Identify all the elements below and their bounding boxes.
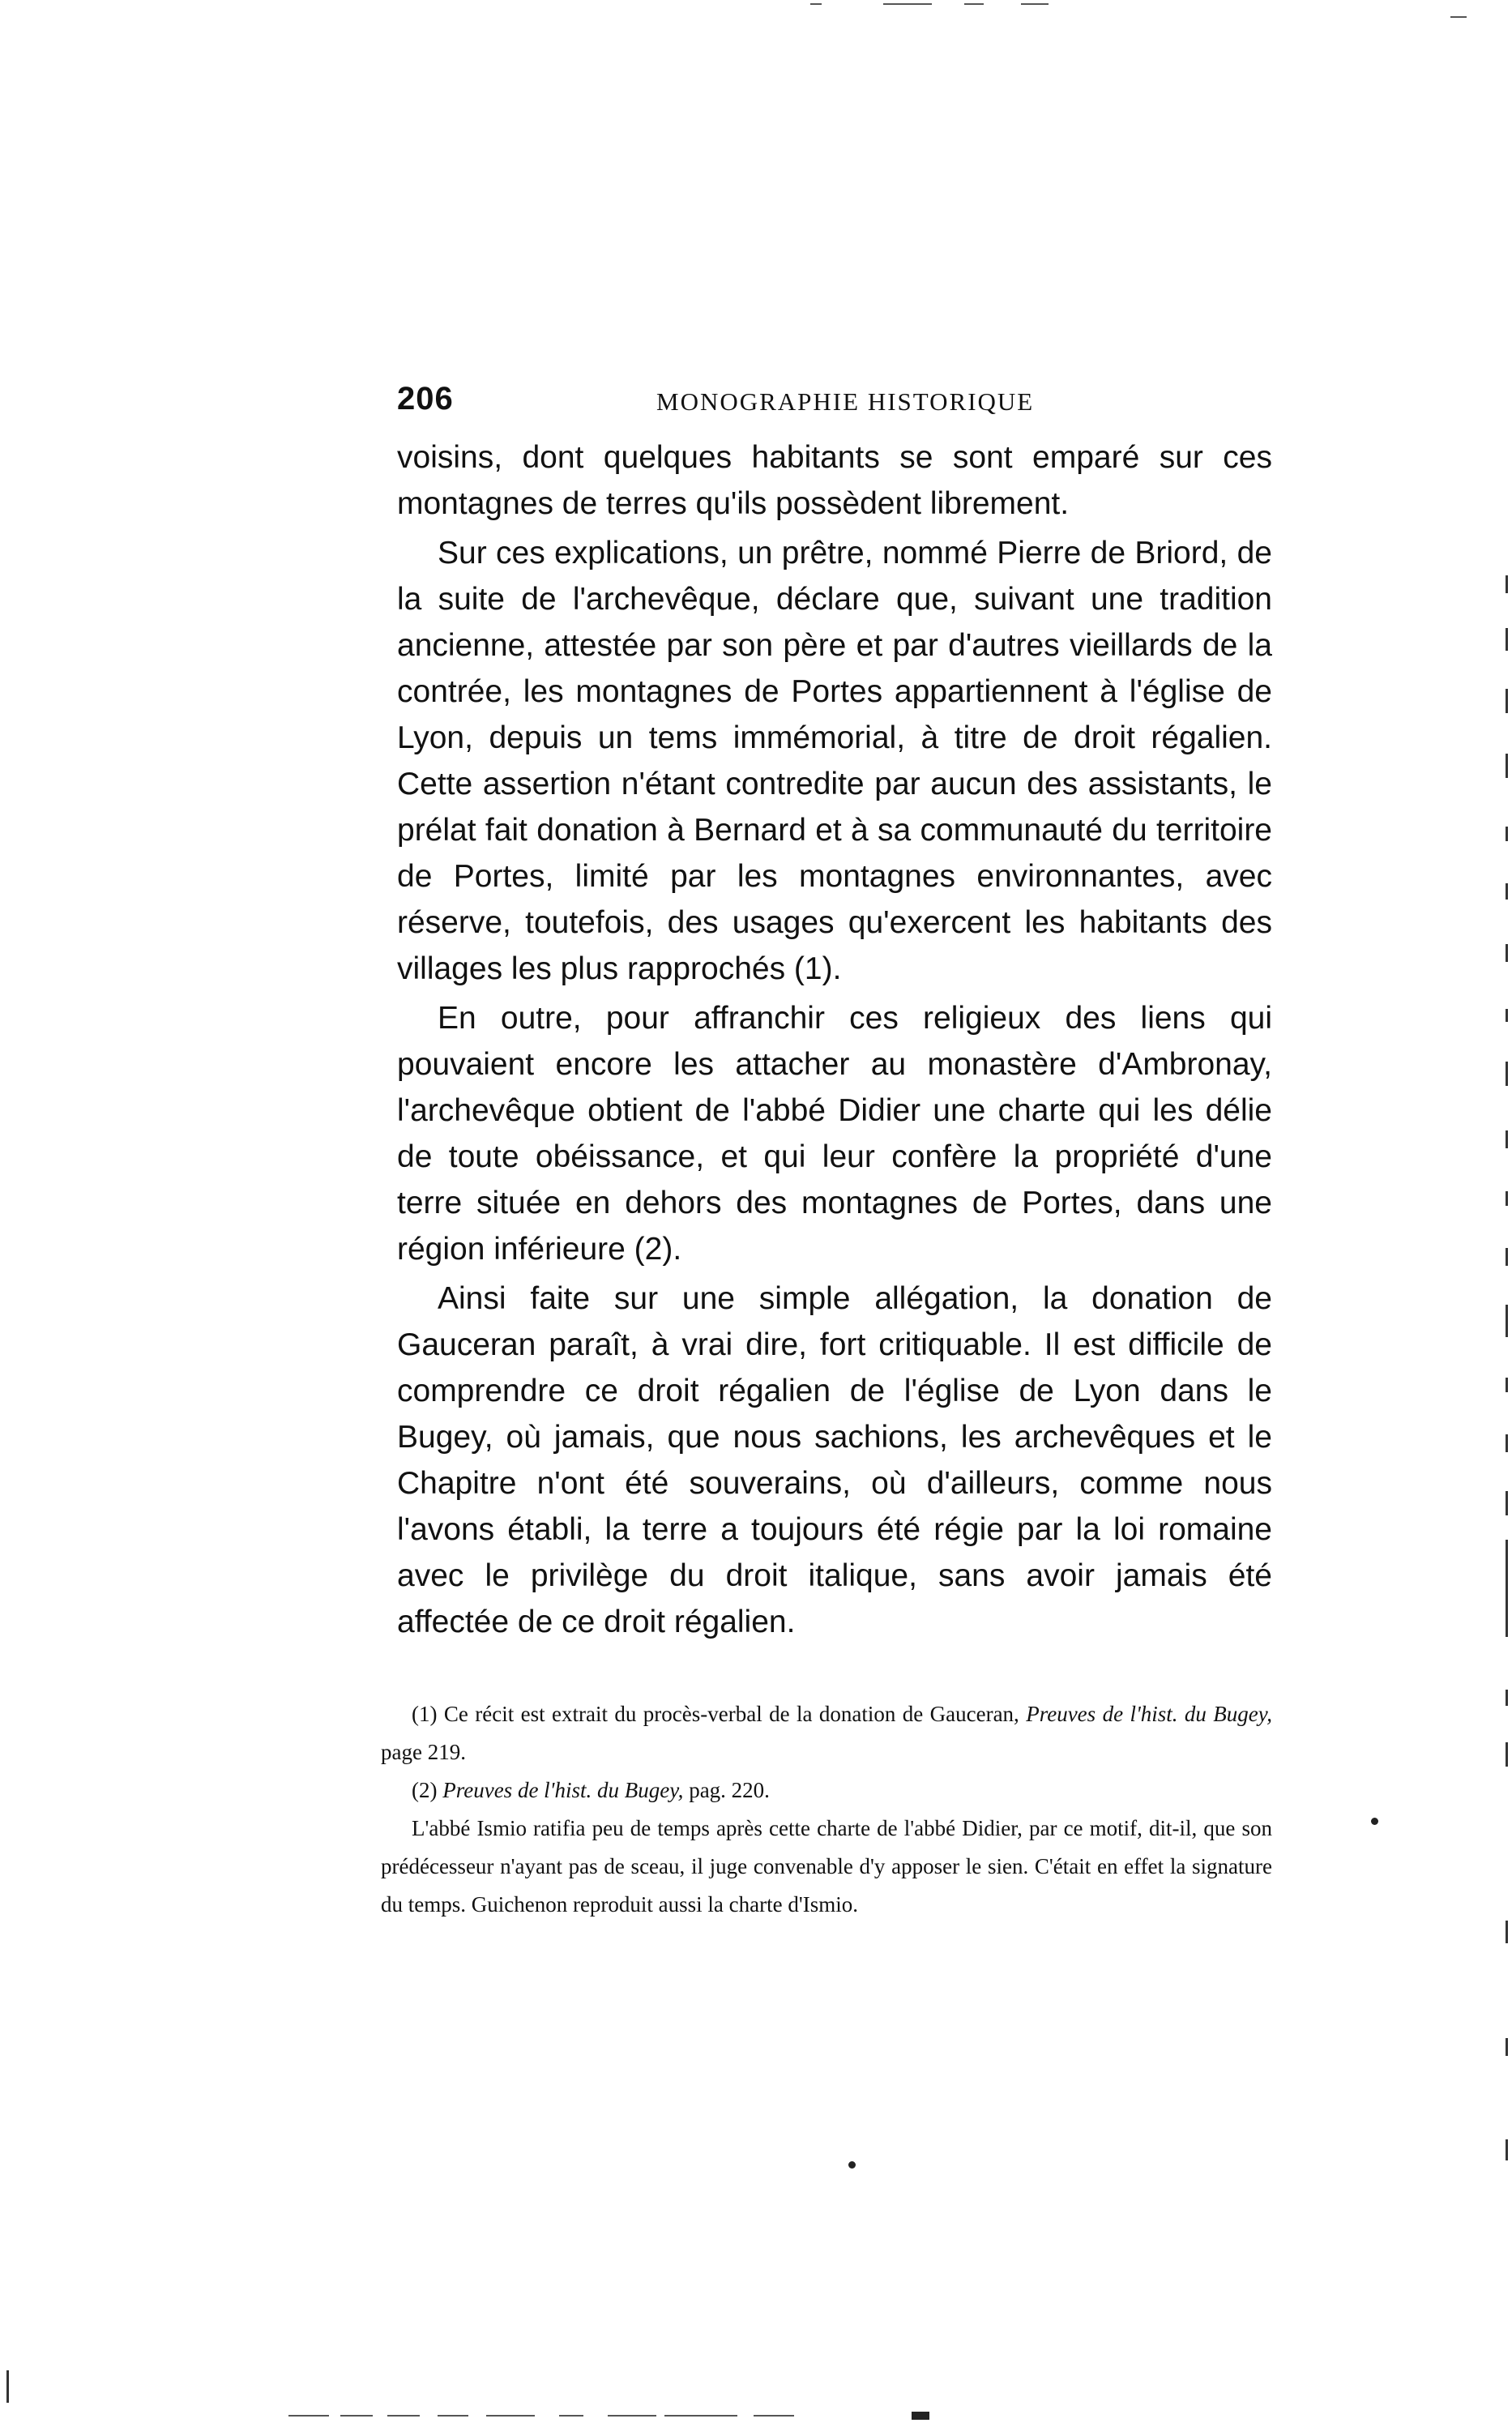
scan-mark <box>1506 754 1508 778</box>
scan-mark <box>1506 1062 1508 1086</box>
scan-dash <box>608 2415 656 2417</box>
scan-mark <box>1506 1248 1508 1266</box>
paragraph-4: Ainsi faite sur une simple allégation, la donation de Gauceran paraît, à vrai dire, fort critiquable. Il est difficile de comprendre ce droit régalien de l'église de Lyon dans le Bugey, où jamais, que nous sachions, les archevêques et le Chapitre n'ont été souverains, où d'ailleurs, comme nous l'avons établi, la terre a toujours été régie par la loi romaine avec le privilège du droit italique, sans avoir jamais été affectée de ce droit régalien. <box>397 1281 1272 1639</box>
footnote-1 <box>381 1695 1272 1771</box>
scan-mark <box>1506 944 1508 962</box>
paragraph-2: Sur ces explications, un prêtre, nommé Pierre de Briord, de la suite de l'archevêque, déclare que, suivant une tradition ancienne, attestée par son père et par d'autres vieillards de la contrée, les montagnes de Portes appartiennent à l'église de Lyon, depuis un tems immémorial, à titre de droit régalien. Cette assertion n'étant contredite par aucun des assistants, le prélat fait donation à Bernard et à sa communauté du territoire de Portes, limité par les montagnes environnantes, avec réserve, toutefois, des usages qu'exercent les habitants des villages les plus rapprochés (1). <box>397 536 1272 986</box>
scan-mark <box>1506 883 1508 900</box>
scan-dash <box>664 2415 737 2417</box>
scan-mark <box>1506 1305 1508 1337</box>
page-header <box>397 381 1288 429</box>
scan-dash <box>883 3 932 5</box>
scan-mark <box>1506 575 1508 593</box>
scan-dash <box>486 2415 535 2417</box>
scan-dash <box>288 2415 329 2417</box>
paragraph-1: voisins, dont quelques habitants se sont emparé sur ces montagnes de terres qu'ils possèdent librement. <box>397 440 1272 521</box>
scan-dot <box>1371 1818 1378 1825</box>
scan-mark <box>1506 1130 1508 1148</box>
scan-mark <box>1506 1540 1508 1637</box>
scan-mark <box>1506 2139 1508 2160</box>
scan-mark <box>1506 1742 1508 1767</box>
footnotes <box>381 1695 1272 1924</box>
scan-mark <box>1506 1921 1508 1943</box>
scan-dash <box>340 2415 373 2417</box>
scan-mark <box>6 2370 9 2403</box>
scan-mark <box>1506 628 1508 651</box>
scan-dash <box>810 3 822 5</box>
scan-mark <box>1506 1191 1508 1206</box>
scan-dash <box>559 2415 583 2417</box>
paragraph-3: En outre, pour affranchir ces religieux des liens qui pouvaient encore les attacher au monastère d'Ambronay, l'archevêque obtient de l'abbé Didier une charte qui les délie de toute obéissance, et qui leur confère la propriété d'une terre située en dehors des montagnes de Portes, dans une région inférieure (2). <box>397 1001 1272 1267</box>
page-number: 206 <box>397 381 454 417</box>
scan-dash <box>1450 16 1467 18</box>
footnote-2-ref: Preuves de l'hist. du Bugey, <box>442 1778 684 1802</box>
footnote-2 <box>381 1771 1272 1810</box>
scan-mark <box>1506 1378 1508 1392</box>
footnote-3: L'abbé Ismio ratifia peu de temps après cette charte de l'abbé Didier, par ce motif, dit-il, que son prédécesseur n'ayant pas de sceau, il juge convenable d'y apposer le sien. C'était en effet la signature du temps. Guichenon reproduit aussi la charte d'Ismio. <box>381 1816 1272 1917</box>
footnote-1-text: (1) Ce récit est extrait du procès-verbal de la donation de Gauceran, <box>412 1702 1019 1726</box>
scan-blot <box>912 2412 929 2420</box>
footnote-2-num: (2) <box>412 1778 443 1802</box>
scan-mark <box>1506 1009 1508 1022</box>
scan-dash <box>438 2415 468 2417</box>
scan-dash <box>1021 3 1049 5</box>
scan-mark <box>1506 1690 1508 1706</box>
scan-dash <box>754 2415 794 2417</box>
scan-mark <box>1506 2038 1508 2056</box>
scan-mark <box>1506 1434 1508 1452</box>
scan-dot <box>848 2161 856 2169</box>
scan-mark <box>1506 827 1508 841</box>
scan-dash <box>387 2415 420 2417</box>
running-title: MONOGRAPHIE HISTORIQUE <box>656 387 1035 416</box>
footnote-1-page: page 219. <box>381 1740 466 1764</box>
footnote-1-ref: Preuves de l'hist. du Bugey, <box>1026 1702 1273 1726</box>
scan-mark <box>1506 689 1508 713</box>
main-text <box>397 434 1272 1648</box>
scan-dash <box>964 3 984 5</box>
footnote-2-page: pag. 220. <box>683 1778 770 1802</box>
scan-mark <box>1506 1491 1508 1515</box>
